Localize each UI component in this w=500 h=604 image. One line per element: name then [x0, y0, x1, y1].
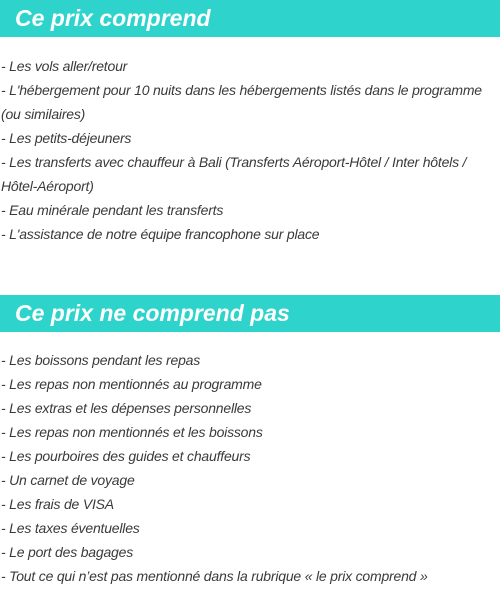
list-item: - Les repas non mentionnés et les boissons [1, 424, 263, 440]
list-item: - Les pourboires des guides et chauffeurs [1, 448, 251, 464]
list-item: - Tout ce qui n’est pas mentionné dans la rubrique « le prix comprend » [1, 568, 428, 584]
list-item: - Le port des bagages [1, 544, 134, 560]
excludes-section-title: Ce prix ne comprend pas [0, 295, 500, 332]
list-item: - Les taxes éventuelles [1, 520, 140, 536]
list-item: - Les extras et les dépenses personnelles [1, 400, 252, 416]
list-item: - Les boissons pendant les repas [1, 352, 201, 368]
excludes-list [0, 348, 500, 588]
includes-list [0, 54, 500, 246]
list-item: - L'assistance de notre équipe francophone sur place [1, 226, 320, 242]
list-item: - Les petits-déjeuners [1, 130, 132, 146]
list-item: - Eau minérale pendant les transferts [1, 202, 224, 218]
list-item: - Les repas non mentionnés au programme [1, 376, 262, 392]
list-item: - L'hébergement pour 10 nuits dans les hébergements listés dans le programme (ou similaires) [1, 82, 482, 122]
includes-section-title: Ce prix comprend [0, 0, 500, 37]
list-item: - Les frais de VISA [1, 496, 114, 512]
list-item: - Les transferts avec chauffeur à Bali (Transferts Aéroport-Hôtel / Inter hôtels / Hôtel-Aéroport) [1, 154, 467, 194]
list-item: - Un carnet de voyage [1, 472, 135, 488]
list-item: - Les vols aller/retour [1, 58, 128, 74]
